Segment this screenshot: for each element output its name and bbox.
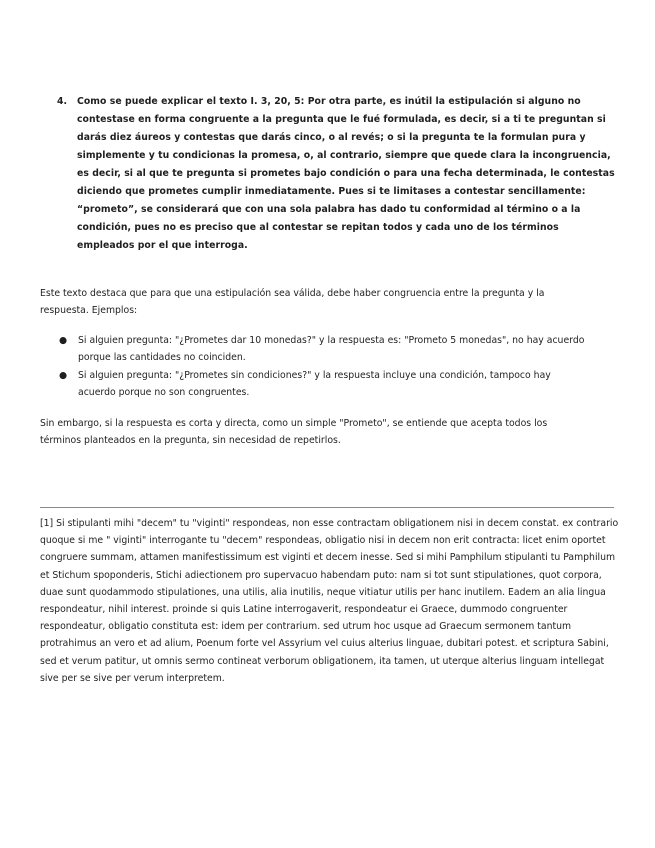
question-number: 4. <box>57 96 68 107</box>
numbered-question <box>57 93 617 255</box>
footnote-divider <box>40 507 614 508</box>
example-text: Si alguien pregunta: "¿Prometes sin condiciones?" y la respuesta incluye una condición, tampoco hay acuerdo porque no son congruentes. <box>78 370 551 398</box>
examples-list <box>40 332 585 402</box>
intro-paragraph: Este texto destaca que para que una estipulación sea válida, debe haber congruencia entre la pregunta y la respuesta. Ejemplos: <box>40 288 545 316</box>
bullet-icon: ● <box>59 370 68 381</box>
conclusion-paragraph: Sin embargo, si la respuesta es corta y directa, como un simple "Prometo", se entiende que acepta todos los términos planteados en la pregunta, sin necesidad de repetirlos. <box>40 418 548 446</box>
example-text: Si alguien pregunta: "¿Prometes dar 10 monedas?" y la respuesta es: "Prometo 5 monedas", no hay acuerdo porque las cantidades no coinciden. <box>78 335 585 363</box>
list-item <box>40 367 585 401</box>
bullet-icon: ● <box>59 335 68 346</box>
question-text: Como se puede explicar el texto I. 3, 20, 5: Por otra parte, es inútil la estipulación si alguno no contestase en forma congruente a la pregunta que le fué formulada, es decir, si a ti te preguntan si darás diez áureos y contestas que darás cinco, o al revés; o si la pregunta te la formulan pura y simplemente y tu condicionas la promesa, o, al contrario, siempre que quede clara la incongruencia, es decir, si al que te pregunta si prometes bajo condición o para una fecha determinada, le contestas diciendo que prometes cumplir inmediatamente. Pues si te limitases a contestar sencillamente: “prometo”, se considerará que con una sola palabra has dado tu conformidad al término o a la condición, pues no es preciso que al contestar se repitan todos y cada uno de los términos empleados por el que interroga. <box>77 96 615 251</box>
footnote: [1] Si stipulanti mihi "decem" tu "viginti" respondeas, non esse contractam obligationem nisi in decem constat. ex contrario quoque si me " viginti" interrogante tu "decem" respondeas, obligatio nisi in decem non erit contracta: licet enim oportet congruere summam, attamen manifestissimum est viginti et decem inesse. Sed si mihi Pamphilum stipulanti tu Pamphilum et Stichum spoponderis, Stichi adiectionem pro supervacuo habendam puto: nam si tot sunt stipulationes, quot corpora, duae sunt quodammodo stipulationes, una utilis, alia inutilis, neque vitiatur utilis per hanc inutilem. Eadem an alia lingua respondeatur, nihil interest. proinde si quis Latine interrogaverit, respondeatur ei Graece, dummodo congruenter respondeatur, obligatio constituta est: idem per contrarium. sed utrum hoc usque ad Graecum sermonem tantum protrahimus an vero et ad alium, Poenum forte vel Assyrium vel cuius alterius linguae, dubitari potest. et scriptura Sabini, sed et verum patitur, ut omnis sermo contineat verborum obligationem, ita tamen, ut uterque alterius linguam intellegat sive per se sive per verum interpretem. <box>40 518 619 684</box>
list-item <box>40 332 585 366</box>
